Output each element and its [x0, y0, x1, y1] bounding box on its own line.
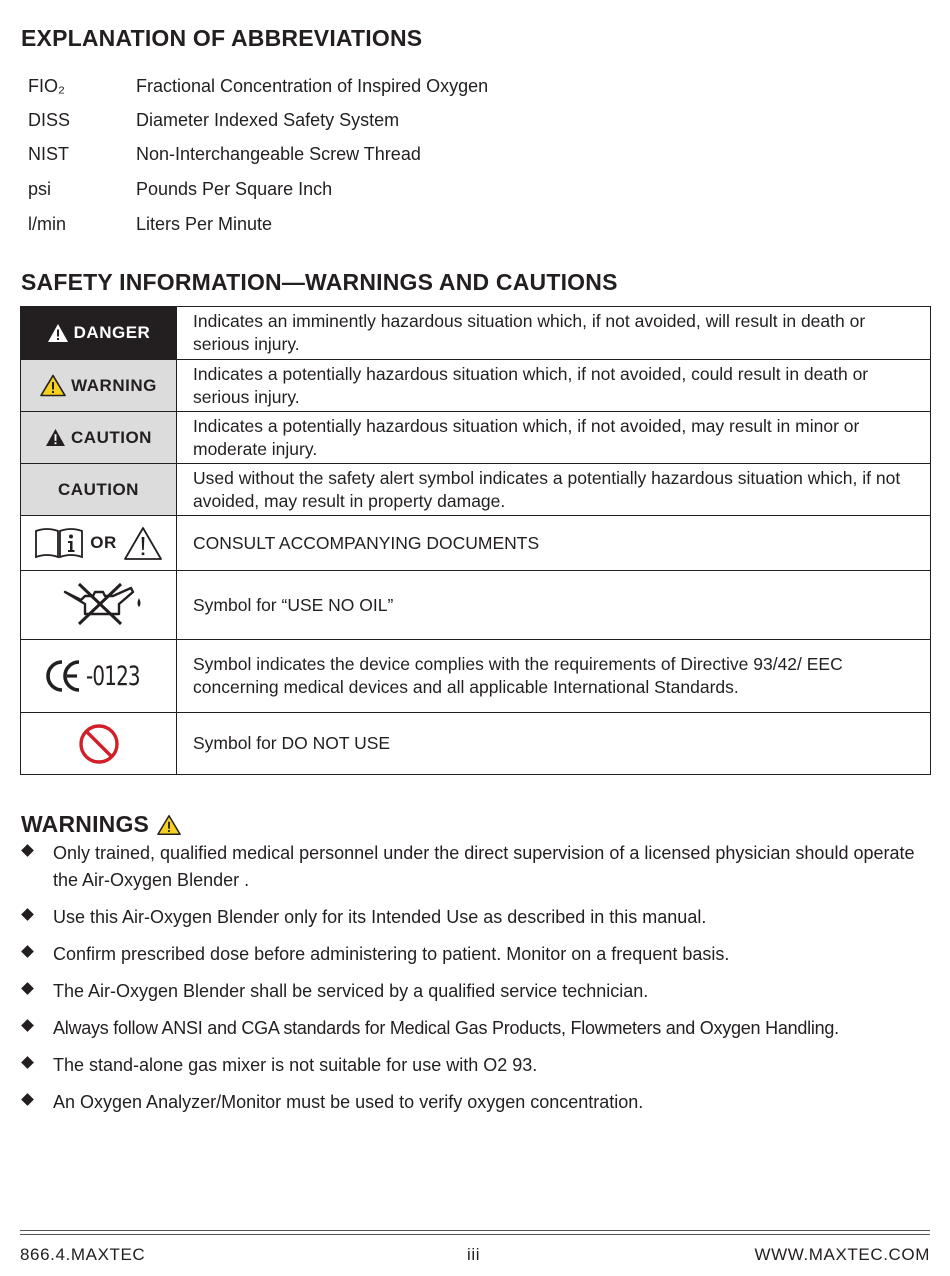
warning-item-text: Confirm prescribed dose before administering to patient. Monitor on a frequent basis. — [53, 944, 730, 964]
no-oil-symbol-cell — [21, 571, 177, 640]
page-number: iii — [467, 1245, 481, 1264]
bullet-diamond-icon — [21, 908, 34, 921]
warnings-list — [20, 840, 935, 1126]
ce-mark-description: Symbol indicates the device complies with the requirements of Directive 93/42/ EEC concerning medical devices and all applicable International Standards. — [177, 640, 931, 713]
warning-item — [20, 904, 935, 931]
warning-signal-cell — [21, 360, 177, 412]
warning-item — [20, 978, 935, 1005]
alert-triangle-icon — [45, 428, 66, 447]
abbreviations-heading: EXPLANATION OF ABBREVIATIONS — [21, 25, 423, 51]
warning-item — [20, 941, 935, 968]
warning-item-text: The stand-alone gas mixer is not suitable for use with O2 93. — [53, 1055, 538, 1075]
safety-row-caution — [21, 412, 931, 464]
warning-description: Indicates a potentially hazardous situation which, if not avoided, could result in death or serious injury. — [177, 360, 931, 412]
warning-triangle-icon — [157, 814, 181, 836]
bullet-diamond-icon — [21, 945, 34, 958]
warning-triangle-icon — [40, 374, 66, 397]
ce-mark-symbol-cell — [21, 640, 177, 713]
safety-heading: SAFETY INFORMATION—WARNINGS AND CAUTIONS — [21, 269, 618, 295]
footer-website: WWW.MAXTEC.COM — [754, 1245, 930, 1264]
warnings-heading — [21, 811, 181, 838]
warning-item-text: An Oxygen Analyzer/Monitor must be used to verify oxygen concentration. — [53, 1092, 644, 1112]
manual-book-icon — [34, 526, 84, 560]
caution-plain-label: CAUTION — [58, 479, 139, 499]
abbreviation-term: NIST — [28, 144, 70, 164]
footer-divider — [20, 1234, 930, 1235]
abbreviation-term: FIO₂ — [28, 76, 65, 96]
consult-documents-symbol-cell — [21, 516, 177, 571]
bullet-diamond-icon — [21, 982, 34, 995]
warning-item-text: Use this Air-Oxygen Blender only for its Intended Use as described in this manual. — [53, 907, 707, 927]
bullet-diamond-icon — [21, 1093, 34, 1106]
warning-item — [20, 1089, 935, 1116]
danger-label: DANGER — [73, 323, 151, 342]
do-not-use-symbol-cell — [21, 713, 177, 775]
caution-label: CAUTION — [71, 427, 152, 447]
safety-row-warning — [21, 360, 931, 412]
safety-row-ce-mark — [21, 640, 931, 713]
ce-mark-number: -0123 — [85, 660, 140, 692]
warning-label: WARNING — [71, 375, 157, 395]
safety-table — [20, 306, 931, 775]
caution-signal-cell — [21, 412, 177, 464]
abbreviation-term: DISS — [28, 110, 71, 130]
warning-item — [20, 1015, 935, 1042]
or-label: OR — [90, 533, 117, 552]
footer-phone: 866.4.MAXTEC — [20, 1245, 146, 1264]
safety-row-danger — [21, 307, 931, 360]
abbreviation-definition: Pounds Per Square Inch — [136, 179, 333, 199]
ce-mark-icon — [46, 658, 82, 694]
warning-item-text: Only trained, qualified medical personnel under the direct supervision of a licensed physician should operate the Air-Oxygen Blender . — [53, 843, 915, 890]
abbreviation-term: l/min — [28, 214, 67, 234]
warning-item-text: Always follow ANSI and CGA standards for Medical Gas Products, Flowmeters and Oxygen Handling. — [53, 1018, 839, 1038]
no-oil-icon — [59, 580, 155, 630]
caution-outline-triangle-icon — [123, 526, 163, 561]
danger-signal-cell — [21, 307, 177, 360]
footer-divider — [20, 1230, 930, 1231]
caution-plain-signal-cell — [21, 464, 177, 516]
abbreviation-definition: Liters Per Minute — [136, 214, 273, 234]
danger-description: Indicates an imminently hazardous situation which, if not avoided, will result in death or serious injury. — [177, 307, 931, 360]
consult-documents-description: CONSULT ACCOMPANYING DOCUMENTS — [177, 516, 931, 571]
alert-triangle-icon — [47, 323, 69, 343]
safety-row-consult-documents — [21, 516, 931, 571]
caution-description: Indicates a potentially hazardous situation which, if not avoided, may result in minor or moderate injury. — [177, 412, 931, 464]
do-not-use-description: Symbol for DO NOT USE — [177, 713, 931, 775]
warnings-heading-text: WARNINGS — [21, 811, 150, 837]
abbreviation-definition: Fractional Concentration of Inspired Oxygen — [136, 76, 489, 96]
no-oil-description: Symbol for “USE NO OIL” — [177, 571, 931, 640]
safety-row-do-not-use — [21, 713, 931, 775]
abbreviation-term: psi — [28, 179, 52, 199]
warning-item-text: The Air-Oxygen Blender shall be serviced by a qualified service technician. — [53, 981, 649, 1001]
bullet-diamond-icon — [21, 844, 34, 857]
safety-row-caution-plain — [21, 464, 931, 516]
bullet-diamond-icon — [21, 1056, 34, 1069]
caution-plain-description: Used without the safety alert symbol indicates a potentially hazardous situation which, if not avoided, may result in property damage. — [177, 464, 931, 516]
safety-row-no-oil — [21, 571, 931, 640]
do-not-use-icon — [78, 723, 120, 765]
abbreviation-definition: Diameter Indexed Safety System — [136, 110, 400, 130]
bullet-diamond-icon — [21, 1019, 34, 1032]
warning-item — [20, 1052, 935, 1079]
warning-item — [20, 840, 935, 894]
abbreviation-definition: Non-Interchangeable Screw Thread — [136, 144, 421, 164]
